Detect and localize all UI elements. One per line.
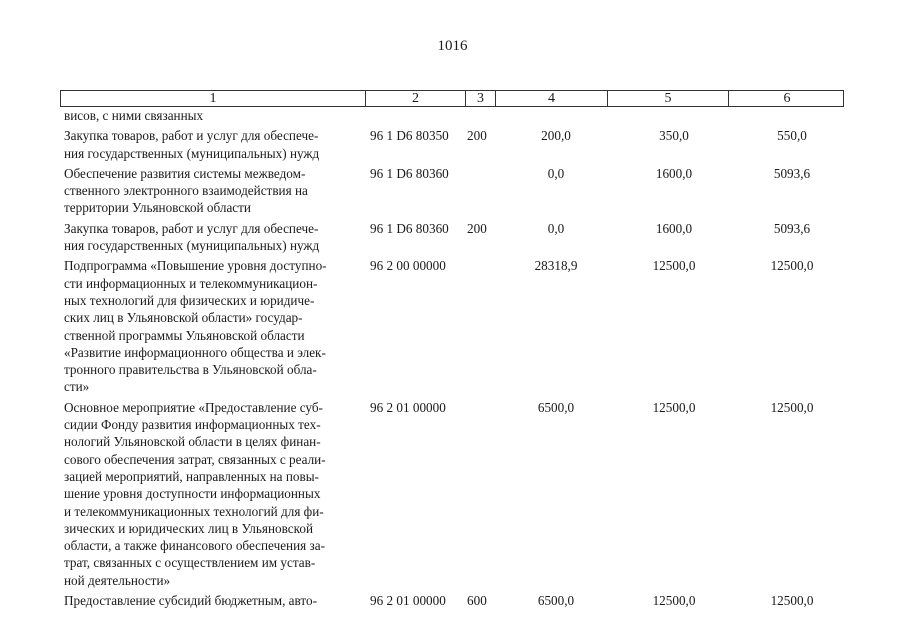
row-amount-year1: 6500,0 [537,399,575,415]
page-number: 1016 [437,38,468,54]
row-code: 96 1 D6 80360 [370,165,449,181]
row-code: 96 2 00 00000 [370,258,446,274]
row-amount-year3: 550,0 [777,128,807,144]
column-header: 4 [496,91,608,106]
row-description: Закупка товаров, работ и услуг для обеспече- ния государственных (муниципальных) нужд [64,128,320,161]
row-amount-year1: 0,0 [547,220,565,236]
row-amount-year1: 200,0 [541,128,571,144]
row-amount-year3: 12500,0 [770,593,814,609]
row-amount-year1: 6500,0 [537,593,575,609]
row-code: 96 2 01 00000 [370,399,446,415]
row-amount-year2: 12500,0 [652,399,696,415]
row-expense-type: 200 [467,128,487,144]
table-row [64,165,844,217]
row-code: 96 2 01 00000 [370,593,446,609]
table-row [64,107,844,124]
row-expense-type: 600 [467,593,487,609]
row-amount-year2: 12500,0 [652,258,696,274]
row-amount-year3: 12500,0 [770,399,814,415]
row-amount-year1: 28318,9 [534,258,578,274]
row-description: Обеспечение развития системы межведом- ственного электронного взаимодействия на территории Ульяновской области [64,165,308,216]
row-description: Подпрограмма «Повышение уровня доступно- сти информационных и телекоммуникацион- ных технологий для физических и юридиче- ских лиц в Ульяновской области» государ- ственной программы Ульяновской области «Развитие информационного общества и элек- тронного правительства в Ульяновской обла- сти» [64,258,327,395]
row-amount-year2: 1600,0 [655,220,693,236]
row-description: Основное мероприятие «Предоставление суб- сидии Фонду развития информационных тех- нологий Ульяновской области в целях финан- сового обеспечения затрат, связанных с реали- зацией мероприятий, направленных на повы- шение уровня доступности информационных и телекоммуникационных технологий для фи- зических и юридических лиц в Ульяновской области, а также финансового обеспечения за- трат, связанных с осуществлением им устав- ной деятельности» [64,399,326,588]
row-code: 96 1 D6 80350 [370,128,449,144]
table-header-row [60,90,844,107]
row-description: Закупка товаров, работ и услуг для обеспече- ния государственных (муниципальных) нужд [64,220,320,254]
row-amount-year3: 5093,6 [773,165,811,181]
column-header: 2 [366,91,466,106]
row-amount-year3: 5093,6 [773,220,811,236]
row-amount-year3: 12500,0 [770,258,814,274]
row-description: висов, с ними связанных [64,108,204,123]
table-row [64,220,844,255]
table-row [64,127,844,162]
row-amount-year2: 12500,0 [652,593,696,609]
row-amount-year1: 0,0 [547,165,565,181]
column-header: 5 [608,91,729,106]
column-header: 1 [61,91,366,106]
table-row [64,592,844,609]
table-row [64,257,844,395]
row-amount-year2: 1600,0 [655,165,693,181]
table-row [64,399,844,589]
row-code: 96 1 D6 80360 [370,220,449,236]
budget-table-body [64,107,844,609]
row-expense-type: 200 [467,220,487,236]
row-amount-year2: 350,0 [659,128,689,144]
row-description: Предоставление субсидий бюджетным, авто- [64,593,317,609]
column-header: 6 [783,91,791,106]
column-header: 3 [466,91,496,106]
